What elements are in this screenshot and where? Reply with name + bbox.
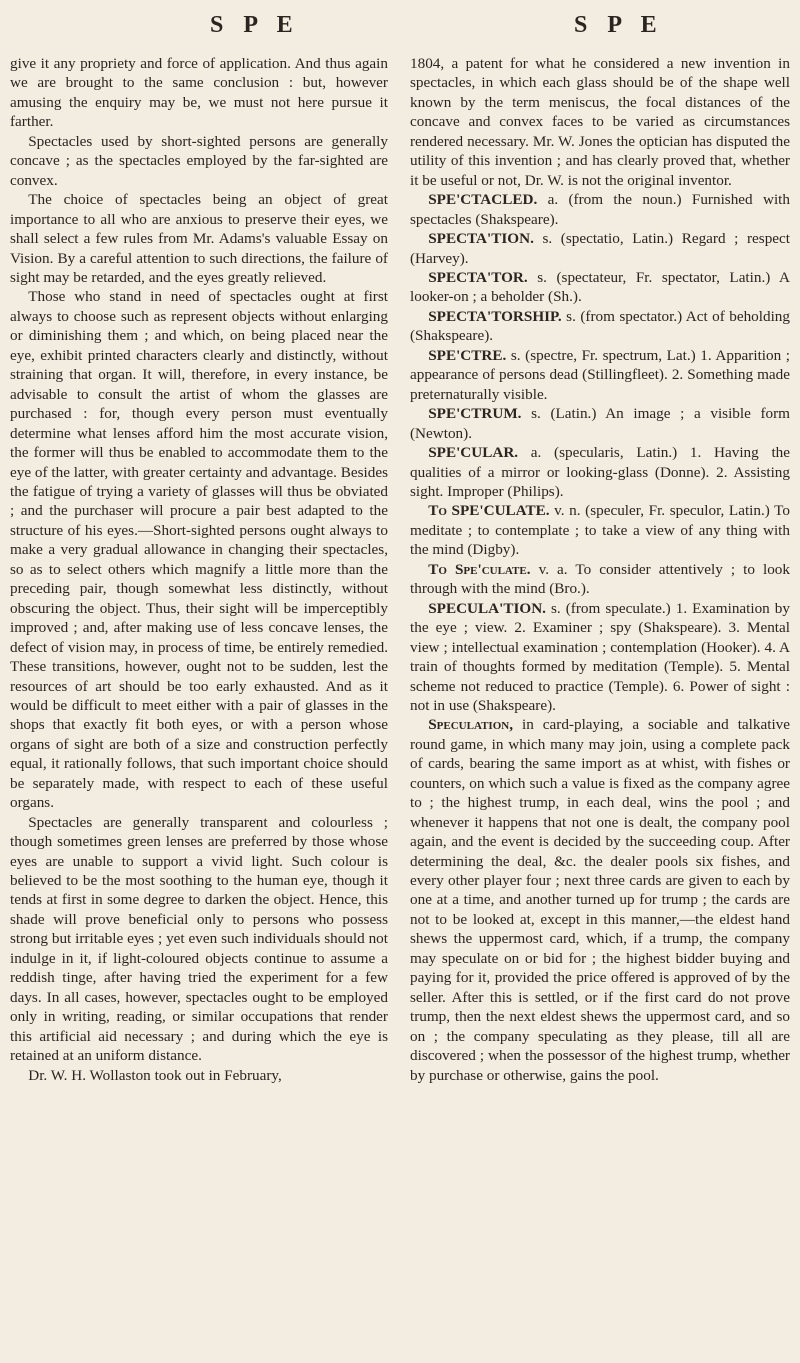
dictionary-entry — [410, 190, 790, 229]
paragraph — [410, 54, 790, 190]
entry-text: s. (spectre, Fr. spectrum, Lat.) 1. Apparition ; appearance of persons dead (Stillingfleet). 2. Something made preternaturally visible. — [410, 346, 790, 403]
entry-text: a. (from the noun.) Furnished with spectacles (Shakspeare). — [410, 191, 790, 228]
entry-text: v. a. To consider attentively ; to look through with the mind (Bro.). — [410, 560, 790, 598]
entry-text: 1804, a patent for what he considered a new invention in spectacles, in which each glass should be of the shape well known by the term meniscus, the focal distances of the concave and convex faces to be varied as circumstances rendered necessary. Mr. W. Jones the optician has disputed the utility of this invention ; and has clearly proved that, whether it be useful or not, Dr. W. is not the original inventor. — [410, 55, 790, 189]
entry-headword: SPECTA'TOR. — [428, 268, 528, 286]
entry-headword: SPECTA'TORSHIP. — [428, 307, 562, 325]
entry-headword: SPE'CULAR. — [428, 444, 519, 462]
dictionary-entry — [410, 346, 790, 404]
entry-headword: SPE'CTACLED. — [428, 191, 538, 209]
entry-headword: SPECULA'TION. — [428, 599, 546, 617]
entry-text: a. (specularis, Latin.) 1. Having the qualities of a mirror or looking-glass (Donne). 2. Assisting sight. Improper (Philips). — [410, 444, 790, 500]
entry-text: s. (spectatio, Latin.) Regard ; respect (Harvey). — [410, 230, 790, 267]
entry-text: in card-playing, a sociable and talkative round game, in which many may join, using a complete pack of cards, bearing the same import as at whist, with fishes or counters, on which such a value is fixed as the company agree to ; the highest trump, in each deal, wins the pool ; and whenever it happens that not one is dealt, the company pool again, and the event is decided by the succeeding coup. After determining the deal, &c. the dealer pools six fishes, and every other player four ; next three cards are given to each by one at a time, and another turned up for trump ; the cards are not to be looked at, except in this manner,—the eldest hand shews the uppermost card, which, if a trump, the company may speculate on or bid for ; the highest bidder buying and paying for it, provided the price offered is approved of by the seller. After this is settled, or if the first card do not prove trump, then the next eldest shews the uppermost card, and so on ; the company speculating as they please, till all are discovered ; when the possessor of the highest trump, whether by purchase or otherwise, gains the pool. — [410, 716, 790, 1084]
running-head-right: S P E — [574, 12, 664, 38]
dictionary-entry — [410, 715, 790, 1085]
entry-headword: SPECTA'TION. — [428, 230, 534, 248]
entry-headword: Speculation, — [428, 716, 514, 734]
paragraph: Spectacles are generally transparent and colourless ; though sometimes green lenses are preferred by those whose eyes are unable to support a vivid light. Such colour is believed to be the most soothing to the human eye, though it tends at first in some degree to darken the object. Hence, this shade will prove beneficial only to persons who possess strong but irritable eyes ; yet even such individuals should not indulge in it, if light-coloured objects continue to assume a reddish tinge, after having tried the experiment for a few days. In all cases, however, spectacles ought to be employed only in writing, reading, or similar occupations that render this artificial aid necessary ; and during which the eye is retained at an uniform distance. — [10, 813, 388, 1065]
entry-headword: To SPE'CULATE. — [428, 502, 550, 520]
dictionary-entry — [410, 229, 790, 268]
dictionary-entry — [410, 443, 790, 501]
dictionary-entry — [410, 599, 790, 716]
dictionary-entry — [410, 268, 790, 307]
paragraph: Those who stand in need of spectacles ought at first always to choose such as represent objects without enlarging or diminishing them ; and which, on being placed near the eye, exhibit printed characters clearly and distinctly, without straining that organ. It will, therefore, in every instance, be advisable to consult the artist of whom the glasses are purchased : for, though every person must eventually determine what lenses afford him the most accurate vision, the former will thus be enabled to accommodate them to the eye of the latter, with greater certainty and advantage. Besides the fatigue of trying a variety of glasses will thus be obviated ; and the purchaser will procure a pair best adapted to the structure of his eyes.—Short-sighted persons ought always to make a very gradual allowance in changing their spectacles, so as to select others which magnify a little more than the preceding pair, though somewhat less distinctly, without obscuring the object. Thus, their sight will be imperceptibly improved ; and, after making use of less concave lenses, the defect of vision may, in process of time, be entirely remedied. These transitions, however, ought not to be sudden, lest the resources of art should be too early exhausted. And as it would be difficult to meet either with a pair of glasses in the shops that exactly fit both eyes, or with a person whose organs of sight are both of a size and construction perfectly equal, it rationally follows, that such important choice should be separately made, with respect to each of these useful organs. — [10, 288, 388, 812]
paragraph: The choice of spectacles being an object of great importance to all who are anxious to preserve their eyes, we shall select a few rules from Mr. Adams's valuable Essay on Vision. By a careful attention to such directions, the failure of sight may be retarded, and the eyes greatly relieved. — [10, 191, 388, 286]
entry-text: s. (spectateur, Fr. spectator, Latin.) A looker-on ; a beholder (Sh.). — [410, 268, 790, 306]
running-head-left: S P E — [210, 12, 300, 38]
entry-text: s. (from spectator.) Act of beholding (Shakspeare). — [410, 307, 790, 345]
paragraph: Dr. W. H. Wollaston took out in February, — [28, 1066, 282, 1084]
entry-headword: SPE'CTRUM. — [428, 405, 522, 423]
entry-text: v. n. (speculer, Fr. speculor, Latin.) To meditate ; to contemplate ; to take a view of any thing with the mind (Digby). — [410, 502, 790, 559]
entry-headword: SPE'CTRE. — [428, 346, 507, 364]
left-column — [10, 54, 388, 1085]
paragraph: give it any propriety and force of application. And thus again we are brought to the same conclusion : but, however amusing the enquiry may be, we must not here pursue it farther. — [10, 55, 388, 131]
entry-headword: To Spe'culate. — [428, 560, 531, 578]
dictionary-entry — [410, 404, 790, 443]
entry-text: s. (from speculate.) 1. Examination by the eye ; view. 2. Examiner ; spy (Shakspeare). 3. Mental view ; intellectual examination ; contemplation (Hooker). 4. A train of thoughts formed by meditation (Temple). 5. Mental scheme not reduced to practice (Temple). 6. Power of sight : not in use (Shakspeare). — [410, 599, 790, 714]
right-column — [410, 54, 790, 1085]
paragraph: Spectacles used by short-sighted persons are generally concave ; as the spectacles employed by the far-sighted are convex. — [10, 132, 388, 189]
dictionary-entry — [410, 307, 790, 346]
dictionary-entry — [410, 501, 790, 559]
dictionary-entry — [410, 560, 790, 599]
entry-text: s. (Latin.) An image ; a visible form (Newton). — [410, 405, 790, 442]
